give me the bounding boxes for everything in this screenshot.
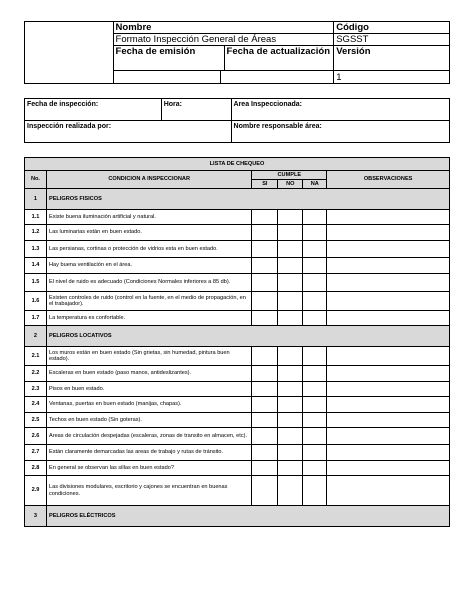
observaciones-cell[interactable]: [327, 210, 450, 225]
item-condition: Las luminarias están en buen estado.: [46, 225, 251, 241]
na-checkbox-cell[interactable]: [303, 413, 327, 428]
no-checkbox-cell[interactable]: [278, 476, 303, 506]
no-checkbox-cell[interactable]: [278, 347, 303, 366]
checklist-row: [25, 397, 450, 413]
item-condition: En general se observan las sillas en buen estado?: [46, 461, 251, 476]
item-condition: Pisos en buen estado.: [46, 382, 251, 397]
col-cumple-header: CUMPLE: [252, 171, 327, 180]
checklist-table: [24, 157, 450, 527]
area-label: Area Inspeccionada:: [233, 101, 302, 108]
realizada-por-label: Inspección realizada por:: [27, 123, 112, 130]
no-checkbox-cell[interactable]: [278, 225, 303, 241]
item-condition: Hay buena ventilación en el área.: [46, 258, 251, 274]
checklist-row: [25, 366, 450, 382]
item-condition: Techos en buen estado (Sin goteras).: [46, 413, 251, 428]
col-no-header: No.: [25, 171, 47, 189]
nombre-label: Nombre: [113, 22, 334, 34]
section-label: PELIGROS LOCATIVOS: [46, 326, 449, 347]
col-si-header: SI: [252, 180, 278, 189]
na-checkbox-cell[interactable]: [303, 397, 327, 413]
fecha-inspeccion-field[interactable]: [25, 99, 162, 121]
si-checkbox-cell[interactable]: [252, 274, 278, 292]
checklist-row: [25, 382, 450, 397]
realizada-por-field[interactable]: [25, 121, 232, 143]
col-observaciones-header: OBSERVACIONES: [327, 171, 450, 189]
item-number: 2.1: [25, 347, 47, 366]
form-header-table: [24, 21, 450, 84]
checklist-row: [25, 274, 450, 292]
item-number: 1.2: [25, 225, 47, 241]
item-number: 1.5: [25, 274, 47, 292]
col-no-opt-header: NO: [278, 180, 303, 189]
no-checkbox-cell[interactable]: [278, 241, 303, 258]
si-checkbox-cell[interactable]: [252, 241, 278, 258]
observaciones-cell[interactable]: [327, 311, 450, 326]
area-field[interactable]: [231, 99, 449, 121]
na-checkbox-cell[interactable]: [303, 241, 327, 258]
no-checkbox-cell[interactable]: [278, 274, 303, 292]
si-checkbox-cell[interactable]: [252, 225, 278, 241]
section-row: [25, 506, 450, 527]
item-number: 2.2: [25, 366, 47, 382]
no-checkbox-cell[interactable]: [278, 292, 303, 311]
section-label: PELIGROS ELÉCTRICOS: [46, 506, 449, 527]
no-checkbox-cell[interactable]: [278, 210, 303, 225]
si-checkbox-cell[interactable]: [252, 397, 278, 413]
fecha-actualizacion-value[interactable]: [221, 71, 332, 83]
version-label: Versión: [334, 46, 450, 71]
inspection-info-table: [24, 98, 450, 143]
section-number: 2: [25, 326, 47, 347]
na-checkbox-cell[interactable]: [303, 225, 327, 241]
item-number: 2.8: [25, 461, 47, 476]
item-number: 2.6: [25, 428, 47, 445]
observaciones-cell[interactable]: [327, 413, 450, 428]
observaciones-cell[interactable]: [327, 476, 450, 506]
item-number: 2.5: [25, 413, 47, 428]
fecha-inspeccion-label: Fecha de inspección:: [27, 101, 99, 108]
si-checkbox-cell[interactable]: [252, 428, 278, 445]
form-name: Formato Inspección General de Áreas: [113, 34, 334, 46]
item-condition: Las persianas, cortinas o protección de vidrios esta en buen estado.: [46, 241, 251, 258]
fecha-emision-label: Fecha de emisión: [114, 46, 225, 70]
observaciones-cell[interactable]: [327, 225, 450, 241]
item-number: 1.4: [25, 258, 47, 274]
si-checkbox-cell[interactable]: [252, 311, 278, 326]
si-checkbox-cell[interactable]: [252, 476, 278, 506]
si-checkbox-cell[interactable]: [252, 258, 278, 274]
checklist-row: [25, 225, 450, 241]
na-checkbox-cell[interactable]: [303, 258, 327, 274]
item-condition: Las divisiones modulares, escritorio y cajones se encuentran en buenas condiciones.: [46, 476, 251, 506]
fecha-actualizacion-label: Fecha de actualización: [226, 46, 331, 57]
checklist-row: [25, 258, 450, 274]
section-number: 1: [25, 189, 47, 210]
observaciones-cell[interactable]: [327, 274, 450, 292]
item-condition: Están claramente demarcadas las areas de trabajo y rutas de tránsito.: [46, 445, 251, 461]
observaciones-cell[interactable]: [327, 258, 450, 274]
no-checkbox-cell[interactable]: [278, 366, 303, 382]
si-checkbox-cell[interactable]: [252, 292, 278, 311]
si-checkbox-cell[interactable]: [252, 445, 278, 461]
no-checkbox-cell[interactable]: [278, 413, 303, 428]
si-checkbox-cell[interactable]: [252, 347, 278, 366]
si-checkbox-cell[interactable]: [252, 210, 278, 225]
item-condition: Escaleras en buen estado (paso manos, antideslizantes).: [46, 366, 251, 382]
item-number: 1.1: [25, 210, 47, 225]
si-checkbox-cell[interactable]: [252, 366, 278, 382]
col-condicion-header: CONDICION A INSPECCIONAR: [46, 171, 251, 189]
item-condition: La temperatura es confortable.: [46, 311, 251, 326]
item-condition: Existen controles de ruido (control en la fuente, en el medio de propagación, en el trabajador).: [46, 292, 251, 311]
version-value: 1: [334, 71, 450, 84]
dates-value-cell: [113, 71, 334, 84]
responsable-label: Nombre responsable área:: [233, 123, 322, 130]
na-checkbox-cell[interactable]: [303, 347, 327, 366]
no-checkbox-cell[interactable]: [278, 397, 303, 413]
section-row: [25, 189, 450, 210]
item-number: 1.7: [25, 311, 47, 326]
item-condition: Areas de circulación despejadas (escaleras, zonas de transito en almacen, etc).: [46, 428, 251, 445]
checklist-title: LISTA DE CHEQUEO: [25, 158, 450, 171]
item-number: 1.3: [25, 241, 47, 258]
observaciones-cell[interactable]: [327, 397, 450, 413]
checklist-row: [25, 476, 450, 506]
codigo-label: Código: [334, 22, 450, 34]
na-checkbox-cell[interactable]: [303, 445, 327, 461]
hora-label: Hora:: [163, 101, 182, 108]
checklist-row: [25, 428, 450, 445]
no-checkbox-cell[interactable]: [278, 382, 303, 397]
checklist-row: [25, 210, 450, 225]
na-checkbox-cell[interactable]: [303, 210, 327, 225]
na-checkbox-cell[interactable]: [303, 428, 327, 445]
section-number: 3: [25, 506, 47, 527]
item-condition: El nivel de ruido es adecuado (Condiciones Normales inferiores a 85 db).: [46, 274, 251, 292]
item-number: 2.7: [25, 445, 47, 461]
observaciones-cell[interactable]: [327, 382, 450, 397]
item-number: 2.3: [25, 382, 47, 397]
section-row: [25, 326, 450, 347]
no-checkbox-cell[interactable]: [278, 311, 303, 326]
checklist-row: [25, 292, 450, 311]
item-number: 2.9: [25, 476, 47, 506]
responsable-field[interactable]: [231, 121, 449, 143]
observaciones-cell[interactable]: [327, 366, 450, 382]
observaciones-cell[interactable]: [327, 428, 450, 445]
si-checkbox-cell[interactable]: [252, 461, 278, 476]
checklist-row: [25, 413, 450, 428]
item-condition: Los muros están en buen estado (Sin grietas, sin humedad, pintura buen estado).: [46, 347, 251, 366]
checklist-row: [25, 311, 450, 326]
na-checkbox-cell[interactable]: [303, 366, 327, 382]
section-label: PELIGROS FISICOS: [46, 189, 449, 210]
na-checkbox-cell[interactable]: [303, 292, 327, 311]
logo-placeholder: [25, 22, 114, 84]
observaciones-cell[interactable]: [327, 292, 450, 311]
dates-cell: [113, 46, 334, 71]
no-checkbox-cell[interactable]: [278, 445, 303, 461]
item-condition: Ventanas, puertas en buen estado (manijas, chapas).: [46, 397, 251, 413]
si-checkbox-cell[interactable]: [252, 382, 278, 397]
hora-field[interactable]: [161, 99, 231, 121]
na-checkbox-cell[interactable]: [303, 382, 327, 397]
no-checkbox-cell[interactable]: [278, 428, 303, 445]
observaciones-cell[interactable]: [327, 241, 450, 258]
observaciones-cell[interactable]: [327, 445, 450, 461]
fecha-emision-value[interactable]: [114, 71, 221, 83]
checklist-row: [25, 347, 450, 366]
na-checkbox-cell[interactable]: [303, 274, 327, 292]
item-condition: Existe buena iluminación artificial y natural.: [46, 210, 251, 225]
na-checkbox-cell[interactable]: [303, 311, 327, 326]
checklist-row: [25, 241, 450, 258]
col-na-header: NA: [303, 180, 327, 189]
checklist-row: [25, 461, 450, 476]
na-checkbox-cell[interactable]: [303, 461, 327, 476]
code-value: SGSST: [334, 34, 450, 46]
checklist-row: [25, 445, 450, 461]
na-checkbox-cell[interactable]: [303, 476, 327, 506]
no-checkbox-cell[interactable]: [278, 461, 303, 476]
item-number: 2.4: [25, 397, 47, 413]
observaciones-cell[interactable]: [327, 461, 450, 476]
item-number: 1.6: [25, 292, 47, 311]
observaciones-cell[interactable]: [327, 347, 450, 366]
no-checkbox-cell[interactable]: [278, 258, 303, 274]
si-checkbox-cell[interactable]: [252, 413, 278, 428]
